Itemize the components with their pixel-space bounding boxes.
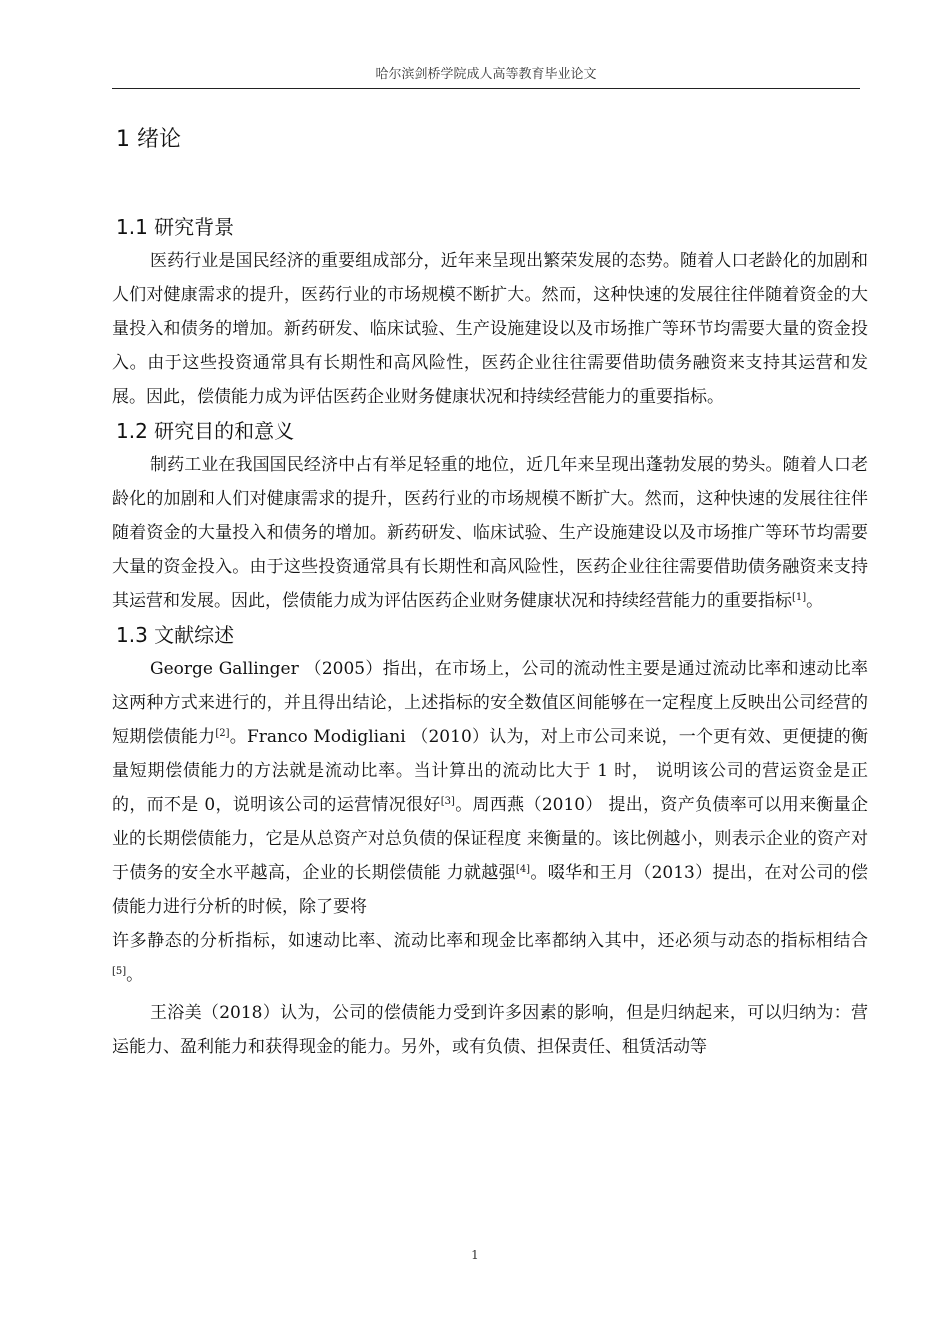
- paragraph-research-background: 医药行业是国民经济的重要组成部分，近年来呈现出繁荣发展的态势。随着人口老龄化的加剧和人们对健康需求的提升，医药行业的市场规模不断扩大。然而，这种快速的发展往往伴随着资金的大量投入和债务的增加。新药研发、临床试验、生产设施建设以及市场推广等环节均需要大量的资金投入。由于这些投资通常具有长期性和高风险性，医药企业往往需要借助债务融资来支持其运营和发展。因此，偿债能力成为评估医药企业财务健康状况和持续经营能力的重要指标。: [112, 251, 868, 407]
- citation-ref: [2]: [215, 728, 230, 739]
- section-heading-1-2: 1.2 研究目的和意义: [116, 419, 295, 443]
- paragraph-text: 。Franco Modigliani （2010）认为，对上市公司来说，一个更有效、更便捷的衡量短期偿债能力的方法就是流动比率。当计算出的流动比大于 1 时， 说明该公司的营运资金是正的，而不是 0，说明该公司的运营情况很好: [112, 727, 868, 815]
- citation-ref: [4]: [515, 864, 531, 875]
- header-title: 哈尔滨剑桥学院成人高等教育毕业论文: [375, 67, 597, 82]
- citation-ref: [1]: [792, 592, 807, 603]
- paragraph-research-purpose: [112, 448, 868, 618]
- section-heading-1-3: 1.3 文献综述: [116, 623, 235, 647]
- page-body: [112, 118, 868, 1064]
- paragraph-literature-review-2: [112, 924, 868, 992]
- paragraph-text: 制药工业在我国国民经济中占有举足轻重的地位，近几年来呈现出蓬勃发展的势头。随着人口老龄化的加剧和人们对健康需求的提升，医药行业的市场规模不断扩大。然而，这种快速的发展往往伴随着资金的大量投入和债务的增加。新药研发、临床试验、生产设施建设以及市场推广等环节均需要大量的资金投入。由于这些投资通常具有长期性和高风险性，医药企业往往需要借助债务融资来支持其运营和发展。因此，偿债能力成为评估医药企业财务健康状况和持续经营能力的重要指标: [112, 455, 868, 611]
- paragraph-literature-review-3: 王浴美（2018）认为，公司的偿债能力受到许多因素的影响，但是归纳起来，可以归纳为：营运能力、盈利能力和获得现金的能力。另外，或有负债、担保责任、租赁活动等: [112, 1003, 868, 1057]
- paragraph-text: 。周西燕（2010） 提出，资产负债率可以用来衡量企业的长期偿债能力，它是从总资产对总负债的保证程度 来衡量的。该比例越小，则表示企业的资产对于债务的安全水平越高，企业的长期偿债能 力就越强: [112, 795, 868, 883]
- paragraph-text: George Gallinger （2005）指出，在市场上，公司的流动性主要是通过流动比率和速动比率这两种方式来进行的，并且得出结论，上述指标的安全数值区间能够在一定程度上反映出公司经营的短期偿债能力: [112, 659, 868, 747]
- citation-ref: [3]: [440, 796, 455, 807]
- paragraph-text: 。啜华和王月（2013）提出，在对公司的偿债能力进行分析的时候，除了要将: [112, 863, 868, 917]
- paragraph-text: 许多静态的分析指标，如速动比率、流动比率和现金比率都纳入其中，还必须与动态的指标相结合: [112, 931, 868, 951]
- paragraph-tail: 。: [806, 591, 824, 611]
- citation-ref: [5]: [112, 966, 127, 977]
- paragraph-text: 。: [126, 965, 144, 985]
- section-heading-1-1: 1.1 研究背景: [116, 215, 235, 239]
- chapter-title: 1 绪论: [116, 127, 181, 152]
- paragraph-literature-review-1: [112, 652, 868, 924]
- page-number: 1: [471, 1248, 479, 1262]
- page-header: [112, 62, 860, 89]
